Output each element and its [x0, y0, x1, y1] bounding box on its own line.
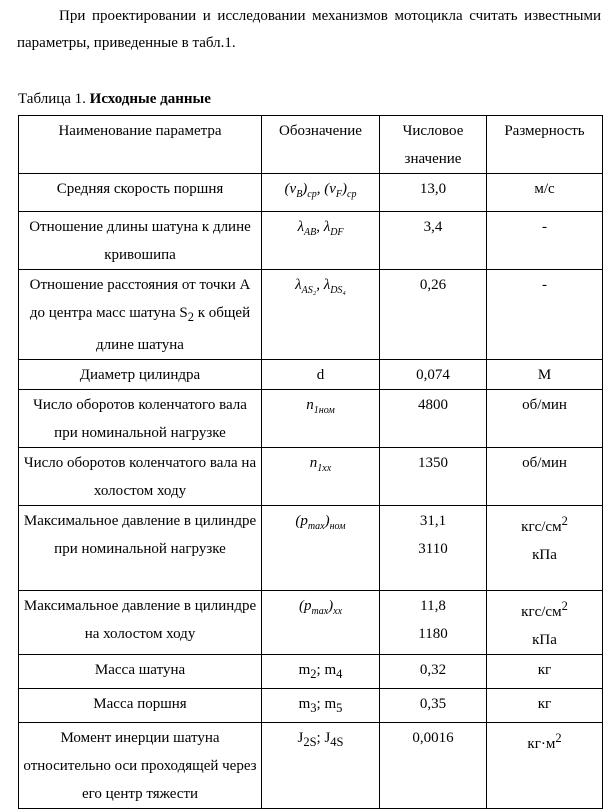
param-unit: [487, 506, 603, 591]
table-row: [19, 448, 603, 506]
param-name: Число оборотов коленчатого вала при номинальной нагрузке: [19, 390, 262, 448]
param-name: Диаметр цилиндра: [19, 360, 262, 390]
param-unit: об/мин: [487, 390, 603, 448]
param-unit-base: кгс/см: [521, 604, 562, 620]
param-value: 3,4: [380, 212, 487, 270]
param-value: 0,35: [380, 689, 487, 723]
header-value: Числовое значение: [380, 116, 487, 174]
param-value: 4800: [380, 390, 487, 448]
param-unit: кг: [487, 655, 603, 689]
param-unit: М: [487, 360, 603, 390]
param-name: Масса поршня: [19, 689, 262, 723]
param-unit-2: кПа: [532, 547, 557, 563]
param-value: 0,32: [380, 655, 487, 689]
param-symbol: $m_2$; $m_4$: [262, 655, 380, 689]
param-symbol: $J_{2S}$; $J_{4S}$: [262, 723, 380, 809]
intro-paragraph: При проектировании и исследовании механизмов мотоцикла считать известными параметры, приведенные в табл.1.: [17, 8, 601, 51]
param-value-2: 3110: [418, 541, 448, 557]
param-name: Момент инерции шатуна относительно оси проходящей через его центр тяжести: [19, 723, 262, 809]
param-name: Максимальное давление в цилиндре на холостом ходу: [19, 591, 262, 655]
param-unit: -: [487, 212, 603, 270]
param-value: [380, 591, 487, 655]
param-unit-exp: 2: [561, 599, 568, 613]
header-name: Наименование параметра: [19, 116, 262, 174]
table-row: [19, 591, 603, 655]
param-unit-base: кгс/см: [521, 519, 562, 535]
param-value: 1350: [380, 448, 487, 506]
param-unit-2: кПа: [532, 632, 557, 648]
param-name: Средняя скорость поршня: [19, 174, 262, 212]
table-row: [19, 390, 603, 448]
caption-prefix: Таблица 1.: [18, 91, 86, 107]
param-symbol: $(p_{max})_{ном}$: [262, 506, 380, 591]
param-symbol: $n_{1ном}$: [262, 390, 380, 448]
param-symbol: $m_3$; $m_5$: [262, 689, 380, 723]
param-name: [19, 270, 262, 360]
param-symbol: $\lambda_{AS_2}$, $\lambda_{DS_4}$: [262, 270, 380, 360]
table-row: [19, 270, 603, 360]
param-unit: кг: [487, 689, 603, 723]
param-name: Масса шатуна: [19, 655, 262, 689]
param-unit: -: [487, 270, 603, 360]
header-unit: Размерность: [487, 116, 603, 174]
param-value: 0,26: [380, 270, 487, 360]
table-header-row: [19, 116, 603, 174]
table-row: [19, 689, 603, 723]
param-value: [380, 506, 487, 591]
param-value: 0,0016: [380, 723, 487, 809]
param-value: 0,074: [380, 360, 487, 390]
param-symbol: d: [262, 360, 380, 390]
param-name-sub: 2: [187, 310, 194, 324]
param-symbol: $(v_B)_{ср}$, $(v_F)_{ср}$: [262, 174, 380, 212]
header-symbol: Обозначение: [262, 116, 380, 174]
param-unit-base: кг·м: [527, 736, 556, 752]
param-symbol: $(p_{max})_{хх}$: [262, 591, 380, 655]
param-unit: м/с: [487, 174, 603, 212]
table-row: [19, 506, 603, 591]
parameters-table: [18, 115, 603, 809]
table-row: [19, 655, 603, 689]
param-value-2: 1180: [418, 626, 448, 642]
param-name-part: Отношение расстояния от точки А до центра масс шатуна S: [29, 277, 251, 321]
param-name-part: к общей длине шатуна: [96, 305, 251, 353]
table-row: [19, 360, 603, 390]
param-value: 13,0: [380, 174, 487, 212]
param-unit-exp: 2: [555, 731, 562, 745]
param-unit: [487, 591, 603, 655]
table-row: [19, 212, 603, 270]
param-value-1: 31,1: [419, 513, 447, 529]
table-row: [19, 174, 603, 212]
param-symbol: $\lambda_{AB}$, $\lambda_{DF}$: [262, 212, 380, 270]
param-unit-exp: 2: [561, 514, 568, 528]
param-name: Отношение длины шатуна к длине кривошипа: [19, 212, 262, 270]
caption-title: Исходные данные: [89, 91, 211, 107]
param-unit: об/мин: [487, 448, 603, 506]
param-name: Максимальное давление в цилиндре при номинальной нагрузке: [19, 506, 262, 591]
param-symbol: $n_{1хх}$: [262, 448, 380, 506]
param-name: Число оборотов коленчатого вала на холостом ходу: [19, 448, 262, 506]
table-caption: [18, 90, 211, 108]
param-value-1: 11,8: [420, 598, 446, 614]
